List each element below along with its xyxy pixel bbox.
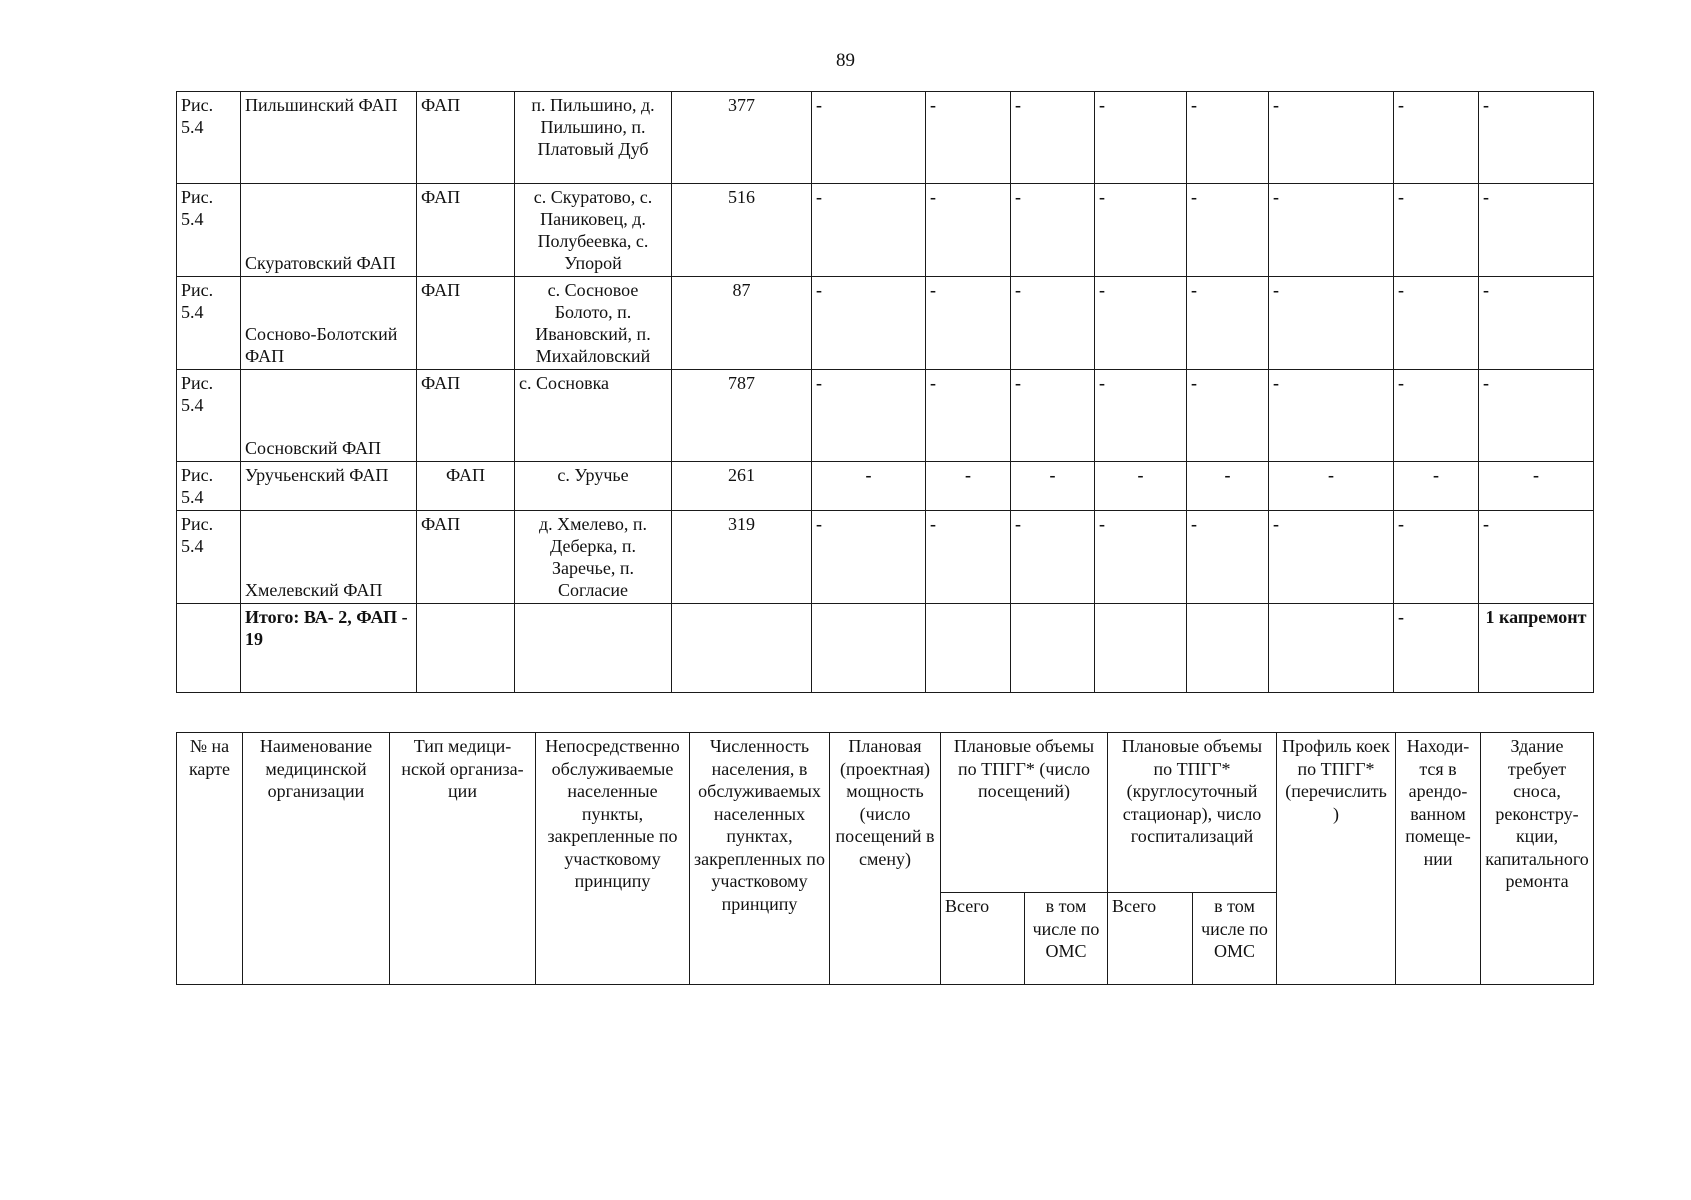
hosp-total: - <box>1095 184 1187 277</box>
visits-oms: - <box>1011 370 1095 462</box>
beds: - <box>1269 184 1394 277</box>
org-name: Скуратовский ФАП <box>241 184 417 277</box>
col-map-no: № на карте <box>177 733 243 985</box>
beds: - <box>1269 462 1394 511</box>
table-row <box>177 370 1594 462</box>
capacity: - <box>812 277 926 370</box>
hosp-total: - <box>1095 462 1187 511</box>
fig-ref: Рис. 5.4 <box>177 462 241 511</box>
settlements: п. Пильшино, д. Пильшино, п. Платовый Дуб <box>515 92 672 184</box>
beds: - <box>1269 511 1394 604</box>
table-row <box>177 92 1594 184</box>
rented: - <box>1394 370 1479 462</box>
settlements: с. Сосновка <box>515 370 672 462</box>
visits-oms: - <box>1011 92 1095 184</box>
rented: - <box>1394 277 1479 370</box>
col-settlements: Непосредственно обслуживаемые населенные пункты, закрепленные по участковому принципу <box>536 733 690 985</box>
building: - <box>1479 370 1594 462</box>
hosp-total: - <box>1095 511 1187 604</box>
capacity: - <box>812 184 926 277</box>
hosp-oms: - <box>1187 184 1269 277</box>
col-building: Здание требует сноса, реконстру-кции, капитального ремонта <box>1481 733 1594 985</box>
visits-oms: - <box>1011 277 1095 370</box>
col-beds: Профиль коек по ТПГГ* (перечислить ) <box>1277 733 1396 985</box>
col-hosp-total: Всего <box>1108 893 1193 985</box>
org-type: ФАП <box>417 184 515 277</box>
capacity: - <box>812 370 926 462</box>
rented: - <box>1394 462 1479 511</box>
table-row <box>177 511 1594 604</box>
col-visits: Плановые объемы по ТПГГ* (число посещений) <box>941 733 1108 893</box>
population: 516 <box>672 184 812 277</box>
settlements: с. Сосновое Болото, п. Ивановский, п. Михайловский <box>515 277 672 370</box>
org-type: ФАП <box>417 92 515 184</box>
building: - <box>1479 92 1594 184</box>
hosp-total: - <box>1095 370 1187 462</box>
visits-oms: - <box>1011 184 1095 277</box>
visits-total: - <box>926 277 1011 370</box>
rented: - <box>1394 184 1479 277</box>
total-rented: - <box>1394 604 1479 693</box>
visits-total: - <box>926 370 1011 462</box>
total-label: Итого: ВА- 2, ФАП - 19 <box>241 604 417 693</box>
org-type: ФАП <box>417 370 515 462</box>
header-row <box>177 733 1594 893</box>
hosp-total: - <box>1095 92 1187 184</box>
fig-ref: Рис. 5.4 <box>177 511 241 604</box>
hosp-oms: - <box>1187 370 1269 462</box>
visits-total: - <box>926 511 1011 604</box>
population: 87 <box>672 277 812 370</box>
rented: - <box>1394 92 1479 184</box>
col-rented: Находи-тся в арендо-ванном помеще-нии <box>1396 733 1481 985</box>
rented: - <box>1394 511 1479 604</box>
settlements: д. Хмелево, п. Деберка, п. Заречье, п. Согласие <box>515 511 672 604</box>
org-type: ФАП <box>417 462 515 511</box>
population: 319 <box>672 511 812 604</box>
hosp-total: - <box>1095 277 1187 370</box>
org-name: Хмелевский ФАП <box>241 511 417 604</box>
fig-ref: Рис. 5.4 <box>177 184 241 277</box>
hosp-oms: - <box>1187 277 1269 370</box>
population: 377 <box>672 92 812 184</box>
visits-total: - <box>926 462 1011 511</box>
col-population: Численность населения, в обслуживаемых населенных пунктах, закрепленных по участковому принципу <box>690 733 830 985</box>
population: 787 <box>672 370 812 462</box>
visits-total: - <box>926 92 1011 184</box>
building: - <box>1479 462 1594 511</box>
col-visits-oms: в том числе по ОМС <box>1025 893 1108 985</box>
capacity: - <box>812 462 926 511</box>
total-row <box>177 604 1594 693</box>
capacity: - <box>812 511 926 604</box>
building: - <box>1479 511 1594 604</box>
capacity: - <box>812 92 926 184</box>
visits-oms: - <box>1011 462 1095 511</box>
org-type: ФАП <box>417 511 515 604</box>
table-row <box>177 277 1594 370</box>
header-table <box>176 732 1594 985</box>
fig-ref: Рис. 5.4 <box>177 92 241 184</box>
hosp-oms: - <box>1187 462 1269 511</box>
col-org-type: Тип медици-нской организа-ции <box>390 733 536 985</box>
beds: - <box>1269 277 1394 370</box>
table-row <box>177 184 1594 277</box>
beds: - <box>1269 92 1394 184</box>
org-type: ФАП <box>417 277 515 370</box>
org-name: Сосново-Болотский ФАП <box>241 277 417 370</box>
col-capacity: Плановая (проектная) мощность (число посещений в смену) <box>830 733 941 985</box>
visits-total: - <box>926 184 1011 277</box>
settlements: с. Скуратово, с. Паниковец, д. Полубеевка, с. Упорой <box>515 184 672 277</box>
col-hosp: Плановые объемы по ТПГГ* (круглосуточный стационар), число госпитализаций <box>1108 733 1277 893</box>
col-hosp-oms: в том числе по ОМС <box>1193 893 1277 985</box>
org-name: Сосновский ФАП <box>241 370 417 462</box>
hosp-oms: - <box>1187 92 1269 184</box>
facilities-table <box>176 91 1594 693</box>
org-name: Пильшинский ФАП <box>241 92 417 184</box>
population: 261 <box>672 462 812 511</box>
visits-oms: - <box>1011 511 1095 604</box>
table-row <box>177 462 1594 511</box>
fig-ref: Рис. 5.4 <box>177 277 241 370</box>
settlements: с. Уручье <box>515 462 672 511</box>
beds: - <box>1269 370 1394 462</box>
org-name: Уручьенский ФАП <box>241 462 417 511</box>
fig-ref: Рис. 5.4 <box>177 370 241 462</box>
building: - <box>1479 277 1594 370</box>
total-repair: 1 капремонт <box>1479 604 1594 693</box>
page-number: 89 <box>836 50 855 71</box>
hosp-oms: - <box>1187 511 1269 604</box>
building: - <box>1479 184 1594 277</box>
col-visits-total: Всего <box>941 893 1025 985</box>
col-org-name: Наименование медицинской организации <box>243 733 390 985</box>
